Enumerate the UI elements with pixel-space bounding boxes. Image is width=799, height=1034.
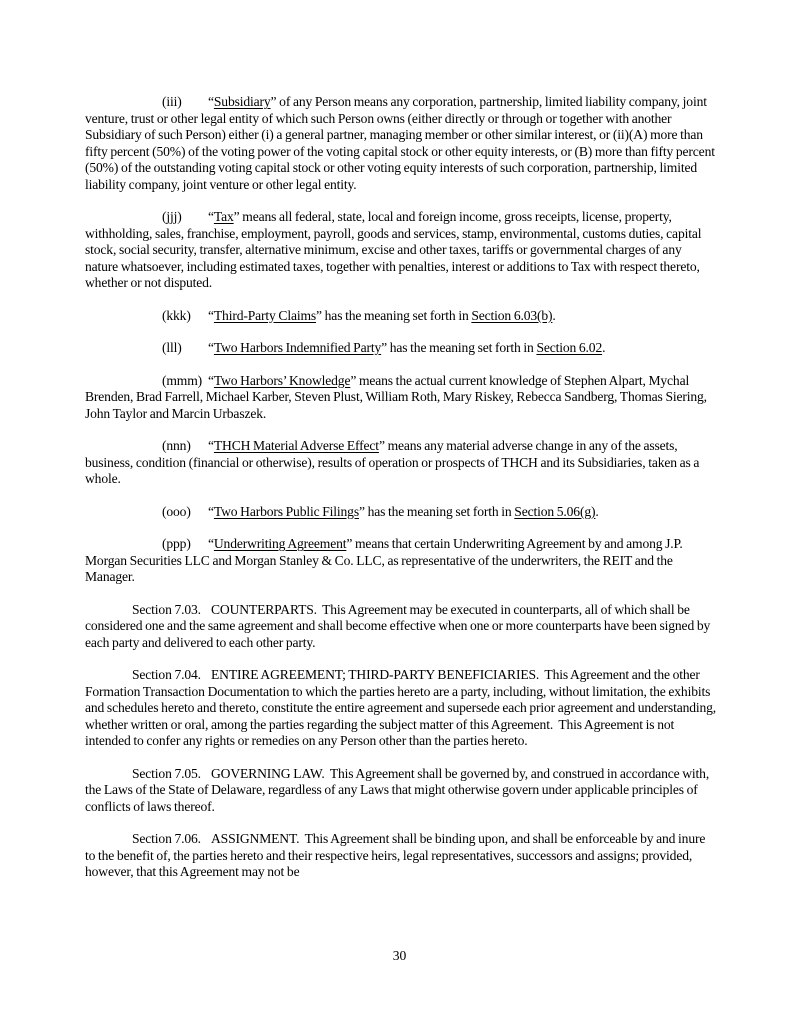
definition-label: (ooo) (162, 503, 191, 519)
defined-term: Section 6.03(b) (471, 307, 553, 323)
text-run: “ (208, 307, 214, 323)
definition-paragraph (85, 504, 717, 521)
section-paragraph (85, 766, 717, 816)
text-run: ” means any material adverse change in any of the assets, business, condition (financial or otherwise), results of operation or prospects of THCH and its Subsidiaries, taken as a whole. (85, 438, 703, 486)
definition-label: (lll) (162, 340, 182, 355)
text-run: ” has the meaning set forth in (316, 307, 472, 323)
defined-term: Section 6.02 (536, 340, 603, 355)
text-run: ENTIRE AGREEMENT; THIRD-PARTY BENEFICIARIES. This Agreement and the other Formation Transaction Documentation to which the parties hereto are a party, including, without limitation, the exhibits and schedules hereto and thereto, constitute the entire agreement and supersede each prior agreement and understanding, whether written or oral, among the parties regarding the subject matter of this Agreement. This Agreement is not intended to confer any rights or remedies on any Person other than the parties hereto. (85, 667, 719, 748)
definition-paragraph (85, 94, 717, 193)
text-run: . (552, 307, 556, 323)
definition-label: (nnn) (162, 438, 191, 453)
section-label: Section 7.04. (132, 667, 201, 682)
defined-term: Underwriting Agreement (213, 536, 347, 551)
definition-paragraph (85, 438, 717, 488)
text-run: ” means the actual current knowledge of Stephen Alpart, Mychal Brenden, Brad Farrell, Michael Karber, Steven Plust, William Roth, Mary Riskey, Rebecca Sandberg, Thomas Siering, John Taylor and Marcin Urbaszek. (85, 372, 710, 421)
text-run: “ (208, 209, 214, 224)
text-run: ” of any Person means any corporation, partnership, limited liability company, joint venture, trust or other legal entity of which such Person owns (either directly or through or together with another Subsidiary of such Person) either (i) a general partner, managing member or other similar interest, or (ii)(A) more than fifty percent (50%) of the voting power of the voting capital stock or other equity interests, or (B) more than fifty percent (50%) of the outstanding voting capital stock or other voting equity interests of such corporation, partnership, limited liability company, joint venture or other legal entity. (85, 94, 718, 192)
section-paragraph (85, 831, 717, 881)
defined-term: Two Harbors’ Knowledge (213, 372, 351, 388)
section-label: Section 7.03. (132, 601, 201, 617)
definition-paragraph (85, 340, 717, 357)
defined-term: Two Harbors Public Filings (213, 503, 359, 519)
text-run: “ (208, 94, 214, 109)
section-label: Section 7.05. (132, 765, 201, 781)
section-label: Section 7.06. (132, 831, 201, 846)
document-body (85, 94, 717, 897)
definition-paragraph (85, 308, 717, 325)
text-run: “ (208, 503, 214, 519)
text-run: . (602, 340, 606, 355)
section-paragraph (85, 602, 717, 652)
definition-label: (kkk) (162, 307, 191, 323)
text-run: “ (208, 536, 214, 551)
text-run: ” means that certain Underwriting Agreement by and among J.P. Morgan Securities LLC and Morgan Stanley & Co. LLC, as representative of the underwriters, the REIT and the Manager. (85, 536, 686, 584)
definition-label: (jjj) (162, 209, 182, 224)
definition-label: (ppp) (162, 536, 191, 551)
page-number: 30 (392, 948, 407, 963)
text-run: . (595, 503, 599, 519)
text-run: ” means all federal, state, local and foreign income, gross receipts, license, property, withholding, sales, franchise, employment, payroll, goods and services, stamp, environmental, customs duties, capital stock, social security, transfer, alternative minimum, excise and other taxes, tariffs or governmental charges of any nature whatsoever, including estimated taxes, together with penalties, interest or additions to Tax with respect thereto, whether or not disputed. (85, 209, 705, 290)
defined-term: THCH Material Adverse Effect (213, 438, 379, 453)
defined-term: Subsidiary (213, 94, 271, 109)
definition-paragraph (85, 536, 717, 586)
defined-term: Third-Party Claims (213, 307, 317, 323)
defined-term: Tax (213, 209, 234, 224)
definition-paragraph (85, 373, 717, 423)
definition-label: (iii) (162, 94, 182, 109)
text-run: ” has the meaning set forth in (381, 340, 537, 355)
definition-paragraph (85, 209, 717, 292)
definition-label: (mmm) (162, 372, 203, 388)
text-run: ” has the meaning set forth in (358, 503, 515, 519)
text-run: GOVERNING LAW. This Agreement shall be governed by, and construed in accordance with, the Laws of the State of Delaware, regardless of any Laws that might otherwise govern under applicable principles of conflicts of laws thereof. (85, 765, 712, 814)
text-run: ASSIGNMENT. This Agreement shall be binding upon, and shall be enforceable by and inure to the benefit of, the parties hereto and their respective heirs, legal representatives, successors and assigns; provided, however, that this Agreement may not be (85, 831, 708, 879)
defined-term: Two Harbors Indemnified Party (213, 340, 382, 355)
text-run: “ (208, 372, 214, 388)
defined-term: Section 5.06(g) (514, 503, 596, 519)
text-run: COUNTERPARTS. This Agreement may be executed in counterparts, all of which shall be considered one and the same agreement and shall become effective when one or more counterparts have been signed by each party and delivered to each other party. (85, 601, 713, 650)
text-run: “ (208, 438, 214, 453)
text-run: “ (208, 340, 214, 355)
section-paragraph (85, 667, 717, 750)
